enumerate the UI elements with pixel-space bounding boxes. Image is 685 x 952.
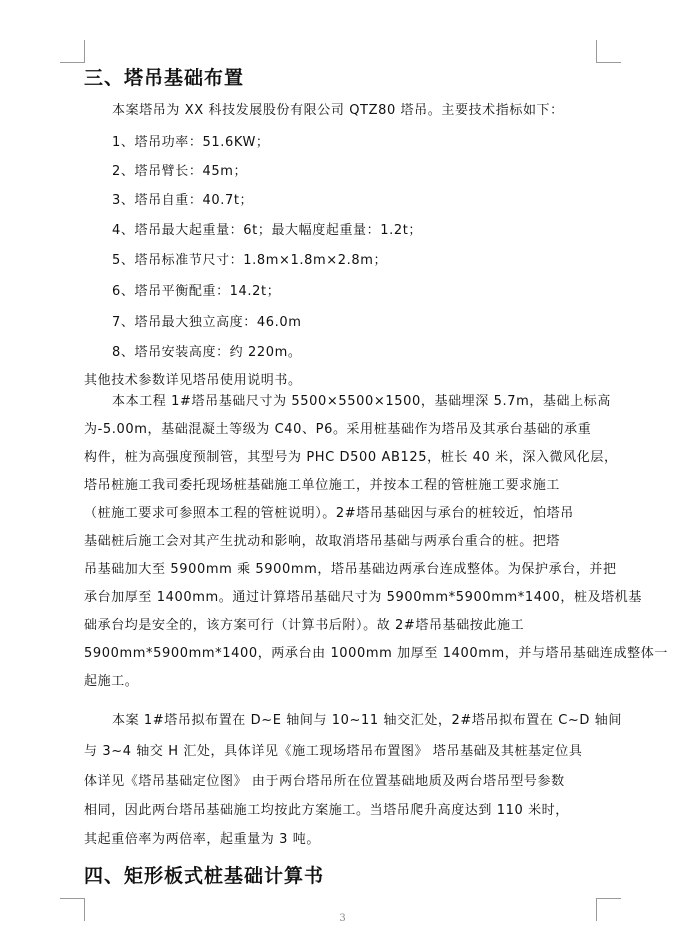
other-params-text: 其他技术参数详见塔吊使用说明书。 (84, 373, 302, 388)
spec-item: 5、塔吊标准节尺寸：1.8m×1.8m×2.8m； (112, 253, 388, 268)
para1-line: 承台加厚至 1400mm。通过计算塔吊基础尺寸为 5900mm*5900mm*1400，桩及塔机基 (84, 590, 642, 605)
spec-item: 6、塔吊平衡配重：14.2t； (112, 284, 281, 299)
section-heading-3: 三、塔吊基础布置 (84, 67, 245, 89)
page-number: 3 (339, 913, 346, 924)
crop-mark-top-left (60, 40, 85, 63)
para1-line: 5900mm*5900mm*1400，两承台由 1000mm 加厚至 1400mm，并与塔吊基础连成整体一 (84, 646, 668, 661)
para2-line: 体详见《塔吊基础定位图》 由于两台塔吊所在位置基础地质及两台塔吊型号参数 (84, 774, 565, 789)
para1-line: 吊基础加大至 5900mm 乘 5900mm，塔吊基础边两承台连成整体。为保护承台，并把 (84, 562, 617, 577)
para1-line: 起施工。 (84, 674, 139, 689)
para1-line: 构件，桩为高强度预制管，其型号为 PHC D500 AB125，桩长 40 米，深入微风化层， (84, 450, 618, 465)
spec-item: 1、塔吊功率：51.6KW； (112, 135, 270, 150)
spec-item: 3、塔吊自重：40.7t； (112, 193, 254, 208)
para2-line: 其起重倍率为两倍率，起重量为 3 吨。 (84, 832, 320, 847)
spec-item: 8、塔吊安装高度：约 220m。 (112, 345, 302, 360)
para1-line: 塔吊桩施工我司委托现场桩基础施工单位施工，并按本工程的管桩施工要求施工 (84, 478, 561, 493)
para2-line: 本案 1#塔吊拟布置在 D~E 轴间与 10~11 轴交汇处，2#塔吊拟布置在 C~D 轴间 (112, 713, 622, 728)
crop-mark-top-right (596, 40, 621, 63)
para2-line: 相同，因此两台塔吊基础施工均按此方案施工。当塔吊爬升高度达到 110 米时， (84, 803, 569, 818)
spec-item: 7、塔吊最大独立高度：46.0m (112, 315, 302, 330)
para1-line: 本本工程 1#塔吊基础尺寸为 5500×5500×1500，基础埋深 5.7m，基础上标高 (112, 394, 611, 409)
spec-item: 2、塔吊臂长：45m； (112, 164, 248, 179)
para1-line: 基础桩后施工会对其产生扰动和影响，故取消塔吊基础与两承台重合的桩。把塔 (84, 534, 561, 549)
para1-line: （桩施工要求可参照本工程的管桩说明）。2#塔吊基础因与承台的桩较近，怕塔吊 (84, 506, 574, 521)
para2-line: 与 3~4 轴交 H 汇处，具体详见《施工现场塔吊布置图》 塔吊基础及其桩基定位具 (84, 744, 583, 759)
para1-line: 为-5.00m，基础混凝土等级为 C40、P6。采用桩基础作为塔吊及其承台基础的承重 (84, 422, 592, 437)
intro-text: 本案塔吊为 XX 科技发展股份有限公司 QTZ80 塔吊。主要技术指标如下： (112, 103, 564, 118)
spec-item: 4、塔吊最大起重量：6t；最大幅度起重量：1.2t； (112, 223, 423, 238)
para1-line: 础承台均是安全的，该方案可行（计算书后附）。故 2#塔吊基础按此施工 (84, 618, 525, 633)
section-heading-4: 四、矩形板式桩基础计算书 (84, 865, 325, 887)
